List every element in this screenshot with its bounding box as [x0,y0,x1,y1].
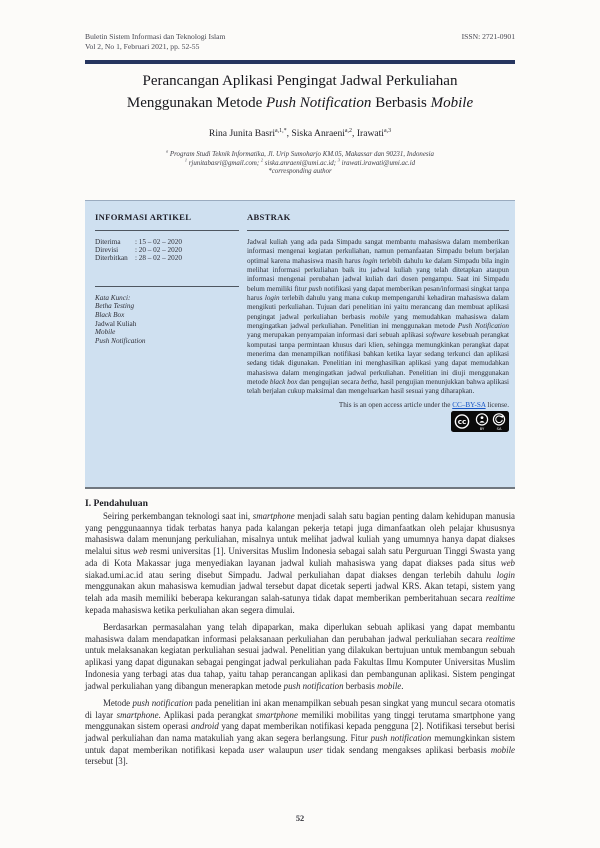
history-row-revised [95,246,239,254]
affiliation-line: $^a$ Program Studi Teknik Informatika, Jl. Urip Sumoharjo KM.05, Makassar dan 90231, Indonesia [166,148,434,158]
article-info-box [85,200,515,489]
paragraph-1: Seiring perkembangan teknologi saat ini, smartphone menjadi salah satu bagian penting dalam kehidupan manusia yang penggunaannya tidak terbatas hanya pada kalangan pekerja tetapi juga dimanfaatkan oleh pelajar khususnya mahasiswa dalam menunjang perkuliahan, misalnya untuk melihat jadwal kuliah yang umumnya hanya dapat diakses melalui situs web resmi universitas [1]. Universitas Muslim Indonesia sebagai salah satu Perguruan Tinggi Swasta yang ada di Kota Makassar juga menyediakan layanan jadwal kuliah mahasiswa yang dapat diakses pada situs web siakad.umi.ac.id atau sering disebut Simpadu. Jadwal perkuliahan dapat diakses dengan terlebih dahulu login menggunakan akun mahasiswa kemudian jadwal tersebut dapat dicetak seperti jadwal KRS. Akan tetapi, sistem yang telah ada masih memiliki beberapa kekurangan salah-satunya tidak dapat memberikan pemberitahuan secara realtime kepada mahasiswa ketika perkuliahan akan segera dimulai. [85,511,515,615]
article-title [70,71,530,114]
abstract-text: Jadwal kuliah yang ada pada Simpadu sangat membantu mahasiswa dalam memberikan informasi mengenai kegiatan perkuliahan, namun pemanfaatan Simpadu belum berjalan optimal karena mahasiswa masih harus login terlebih dahulu ke dalam Simpadu bila ingin melihat informasi perkuliahan baik itu jadwal kuliah yang telah ditetapkan ataupun informasi mengenai perubahan jadwal kuliah dari dosen pengampu. Saat ini Simpadu belum memiliki fitur push notifikasi yang dapat memberikan pesan/informasi singkat tanpa harus login terlebih dahulu yang mana cukup mempengaruhi kehadiran mahasiswa dalam mengikuti perkuliahan. Tujuan dari penelitian ini yaitu merancang dan membuat aplikasi pengingat jadwal perkuliahan berbasis mobile yang memudahkan mahasiswa dalam mengingatkan jadwal perkuliahan. Penelitian ini menggunakan metode Push Notification yang merupakan penyampaian informasi dari sebuah aplikasi software kesebuah perangkat komputasi tanpa permintaan khusus dari klien, sehingga memungkinkan perangkat dapat menerima dan menampilkan notifikasi bahkan ketika layar sedang terkunci dan aplikasi sedang tidak digunakan. Penelitian ini menghasilkan aplikasi yang dapat memudahkan mahasiswa dalam mengingatkan jadwal perkuliahan. Penelitian ini diuji menggunakan metode black box dan pengujian secara betha, hasil pengujian menunjukkan bahwa aplikasi telah berjalan cukup maksimal dan mengeluarkan hasil sesuai yang diharapkan. [247,238,510,396]
section-1-body [85,511,515,774]
section-1-heading: I. Pendahuluan [85,498,148,509]
cc-icon: cc [457,416,467,426]
article-title-line2: Menggunakan Metode Push Notification Berbasis Mobile [126,94,474,111]
article-history [95,238,239,263]
keywords-label: Kata Kunci: [95,293,131,302]
keyword-item: Push Notification [95,337,146,346]
authors-line: Rina Junita Basri$^{a,1,*}$, Siska Anraeni$^{a,2}$, Irawati$^{a,3}$ [208,127,392,139]
history-value: : 28 – 02 – 2020 [135,254,182,263]
cc-by-sa-badge-icon [451,411,509,432]
history-value: : 15 – 02 – 2020 [135,238,182,246]
keyword-item: Black Box [95,311,125,320]
journal-info [85,32,225,51]
history-row-received [95,238,239,246]
header-rule [85,60,515,64]
article-info-column [95,212,239,346]
journal-volume: Vol 2, No 1, Februari 2021, pp. 52-55 [85,41,200,51]
paragraph-2: Berdasarkan permasalahan yang telah dipaparkan, maka diperlukan sebuah aplikasi yang dapat membantu mahasiswa dalam mendapatkan informasi pelaksanaan perkuliahan dan perubahan jadwal perkuliahan secara realtime untuk melaksanakan kegiatan perkuliahan sesuai jadwal. Penelitian yang dilakukan bertujuan untuk membangun sebuah aplikasi yang dapat digunakan sebagai pengingat jadwal perkuliahan pada Fakultas Ilmu Komputer Universitas Muslim Indonesia yang terbagi atas dua tahap, yaitu tahap perancangan aplikasi dan pembangunan aplikasi. Sistem pengingat jadwal perkuliahan yang dibangun menerapkan metode push notification berbasis mobile. [85,621,515,691]
page-number: 52 [295,814,305,823]
keyword-item: Mobile [95,328,116,337]
history-label: Direvisi [95,246,119,255]
divider [95,230,239,231]
history-row-published [95,254,239,262]
divider [95,286,239,287]
divider [247,230,509,231]
by-label: BY [479,426,485,431]
author-emails: $^1$ rjunitabasri@gmail.com; $^2$ siska.anraeni@umi.ac.id; $^3$ irawati.irawati@umi.ac.id [184,157,416,167]
journal-issn: ISSN: 2721-0901 [461,32,515,41]
history-label: Diterbitkan [95,254,128,263]
journal-name: Buletin Sistem Informasi dan Teknologi Islam [85,32,226,41]
article-info-heading: INFORMASI ARTIKEL [95,212,192,222]
history-value: : 20 – 02 – 2020 [135,246,182,255]
running-header [85,32,515,51]
sa-label: SA [496,426,502,431]
keywords-block [95,294,239,346]
by-person-icon [481,416,484,419]
cc-by-sa-badge [247,411,509,432]
abstract-heading: ABSTRAK [247,212,291,222]
paragraph-3: Metode push notification pada penelitian ini akan menampilkan sebuah pesan singkat yang muncul secara otomatis di layar smartphone. Aplikasi pada perangkat smartphone memiliki mobilitas yang tinggi terutama smartphone yang menggunakan sistem operasi android yang dapat memberikan notifikasi kepada pengguna [2]. Notifikasi tersebut berisi jadwal perkuliahan dan nama matakuliah yang akan segera berlangsung. Fitur push notification memungkinkan sistem untuk dapat memberikan notifikasi kepada user walaupun user tidak sendang mengakses aplikasi berbasis mobile tersebut [3]. [85,697,516,767]
keyword-item: Jadwal Kuliah [95,319,137,328]
affiliation-block [60,148,540,177]
article-title-line1: Perancangan Aplikasi Pengingat Jadwal Perkuliahan [142,73,458,89]
history-label: Diterima [95,238,121,246]
corresponding-author-note: *corresponding author [268,168,332,176]
license-line: This is an open access article under the CC–BY-SA license. [338,400,509,409]
abstract-column [247,212,509,432]
cc-by-sa-link[interactable]: CC–BY-SA [452,400,486,409]
keyword-item: Betha Testing [95,302,135,311]
